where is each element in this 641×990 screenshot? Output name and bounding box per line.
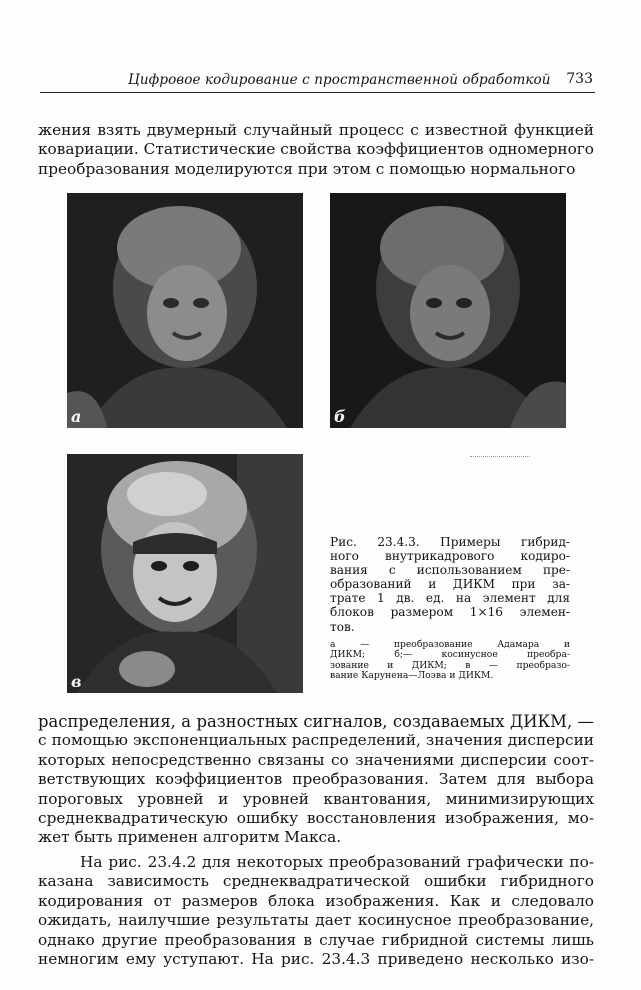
panel-label-v: в (71, 672, 82, 691)
text-line: пороговых уровней и уровней квантования, минимизирующих (38, 789, 594, 808)
caption-legend (330, 640, 570, 682)
caption-line: ного внутрикадрового кодиро- (330, 549, 570, 564)
figure-panel-v (67, 454, 303, 693)
text-line: немногим ему уступают. На рис. 23.4.3 приведено несколько изо- (38, 950, 594, 969)
caption-line: блоков размером 1×16 элемен- (330, 605, 570, 620)
panel-label-a: а (71, 407, 82, 426)
caption-line: тов. (330, 619, 355, 634)
caption-main (330, 535, 570, 634)
legend-line: зование и ДИКМ; в — преобразо- (330, 659, 570, 671)
legend-line: вание Карунена—Лоэва и ДИКМ. (330, 670, 494, 682)
text-line: жения взять двумерный случайный процесс с известной функцией (38, 121, 594, 139)
text-line: с помощью экспоненциальных распределений, значения дисперсии (38, 731, 594, 750)
portrait-image (67, 193, 303, 428)
text-line: жет быть применен алгоритм Макса. (38, 828, 342, 847)
portrait-image (330, 193, 566, 428)
text-line: На рис. 23.4.2 для некоторых преобразований графически по- (80, 853, 594, 871)
caption-line: трате 1 дв. ед. на элемент для (330, 591, 570, 606)
legend-line: а — преобразование Адамара и (330, 638, 570, 650)
caption-line: вания с использованием пре- (330, 563, 570, 578)
text-line: преобразования моделируются при этом с помощью нормального (38, 159, 576, 178)
figure-panel-b (330, 193, 566, 428)
text-line: среднеквадратическую ошибку восстановления изображения, мо- (38, 809, 594, 828)
text-line: распределения, а разностных сигналов, создаваемых ДИКМ, — (38, 712, 594, 731)
top-paragraph (38, 121, 594, 179)
text-line: которых непосредственно связаны со значениями дисперсии соот- (38, 750, 594, 769)
caption-line: образований и ДИКМ при за- (330, 577, 570, 592)
page-number: 733 (566, 71, 593, 87)
scan-artifact (470, 456, 530, 461)
body-paragraph-1 (38, 712, 594, 848)
body-paragraph-2 (38, 853, 594, 969)
running-header (40, 70, 595, 93)
text-line: ожидать, наилучшие результаты дает косинусное преобразование, (38, 911, 594, 930)
text-line: кодирования от размеров блока изображения. Как и следовало (38, 891, 594, 910)
caption-line: Рис. 23.4.3. Примеры гибрид- (330, 535, 570, 549)
figure-panel-a (67, 193, 303, 428)
legend-line: ДИКМ; б;— косинусное преобра- (330, 649, 570, 661)
portrait-image (67, 454, 303, 693)
figure-caption (330, 535, 570, 682)
chapter-title: Цифровое кодирование с пространственной обработкой (128, 72, 551, 88)
text-line: ковариации. Статистические свойства коэффициентов одномерного (38, 140, 594, 159)
text-line: казана зависимость среднеквадратической ошибки гибридного (38, 872, 594, 891)
text-line: однако другие преобразования в случае гибридной системы лишь (38, 930, 594, 949)
panel-label-b: б (334, 407, 346, 426)
text-line: ветствующих коэффициентов преобразования. Затем для выбора (38, 770, 594, 789)
